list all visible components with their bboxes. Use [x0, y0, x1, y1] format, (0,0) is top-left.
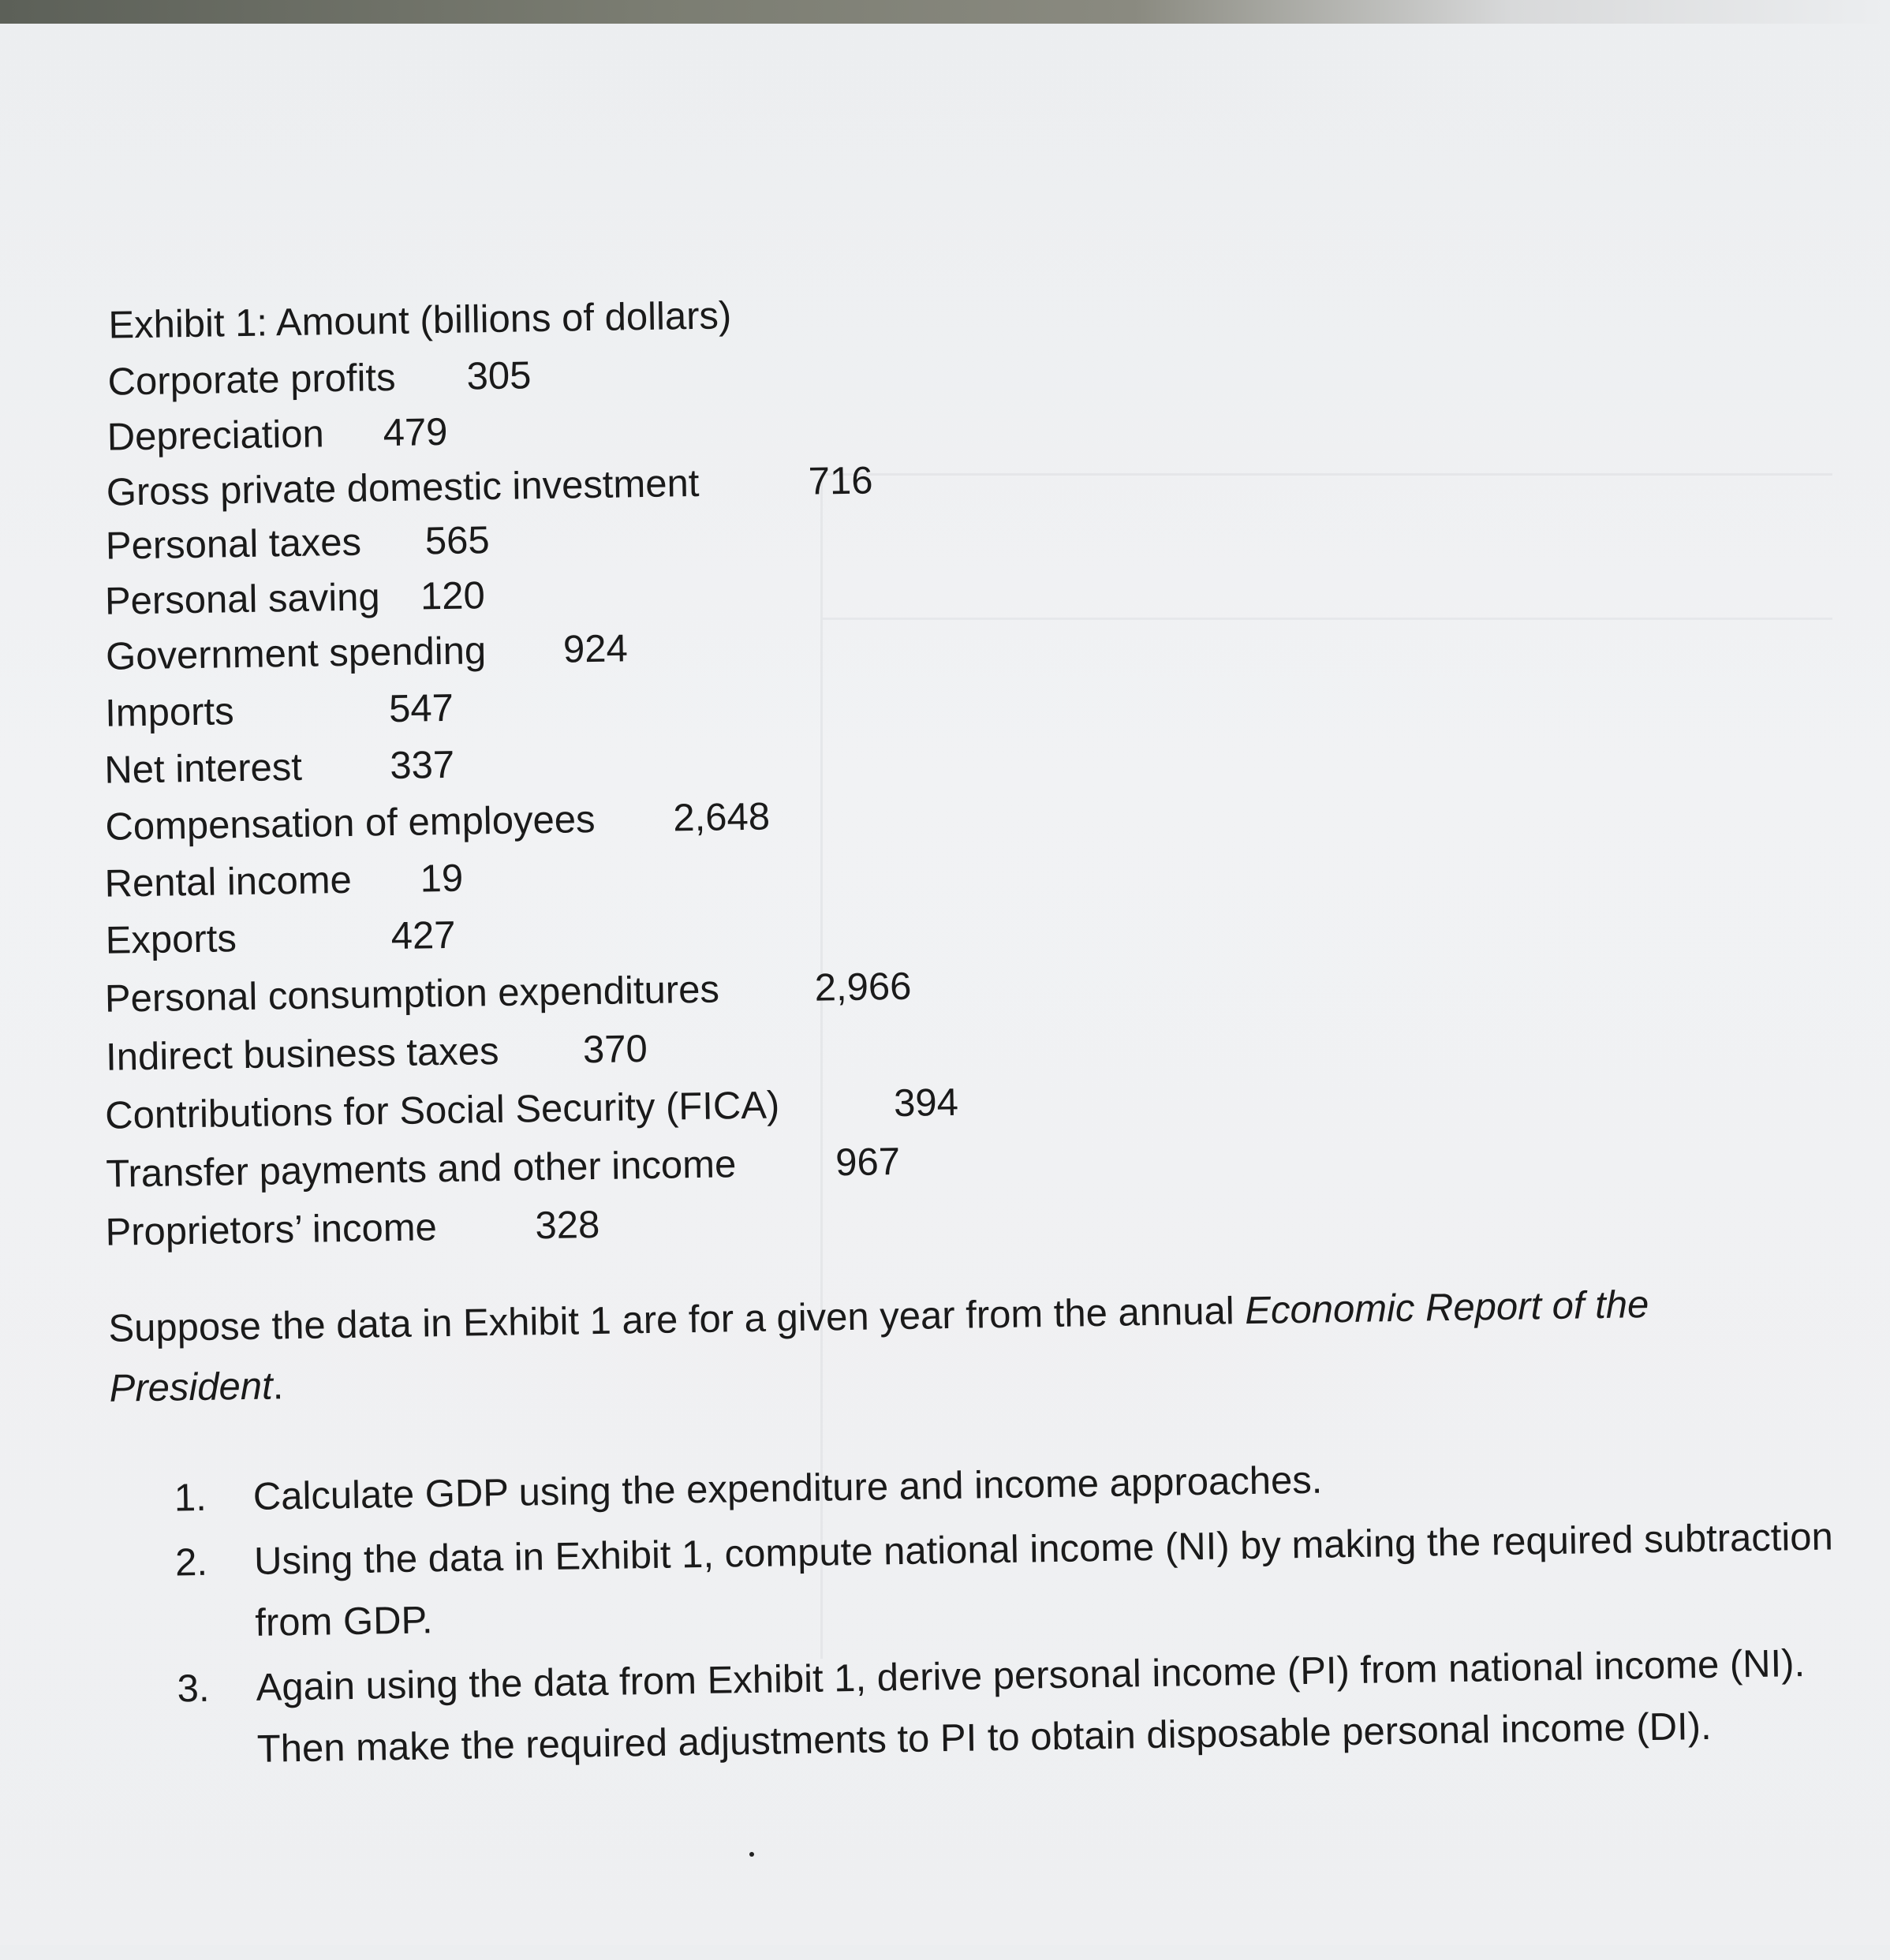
row-value: 394	[893, 1081, 959, 1126]
row-label: Contributions for Social Security (FICA)	[104, 1084, 780, 1137]
row-value: 565	[424, 519, 491, 563]
question-number: 3.	[177, 1667, 210, 1711]
exhibit-row	[104, 857, 464, 906]
exhibit-row	[107, 354, 532, 405]
exhibit-title: Exhibit 1: Amount (billions of dollars)	[108, 294, 732, 347]
exhibit-row	[106, 410, 448, 459]
row-value: 120	[420, 574, 486, 618]
row-label: Compensation of employees	[105, 797, 596, 849]
exhibit-row	[104, 574, 486, 623]
row-label: Depreciation	[106, 413, 325, 459]
row-label: Government spending	[105, 629, 487, 678]
row-value: 716	[808, 459, 873, 503]
exhibit-row	[105, 1203, 600, 1255]
row-label: Imports	[104, 690, 235, 735]
report-title: Economic Report of the President	[109, 1283, 1649, 1410]
question-text: Calculate GDP using the expenditure and income approaches.	[252, 1458, 1323, 1518]
row-value: 427	[390, 913, 456, 958]
question-item	[175, 1506, 1857, 1655]
exhibit-row	[104, 686, 454, 736]
exhibit-row	[104, 965, 912, 1021]
exhibit-row	[105, 519, 491, 569]
exhibit-row	[106, 459, 873, 515]
row-label: Gross private domestic investment	[106, 461, 700, 514]
exhibit-row	[105, 1140, 901, 1197]
exhibit-row	[105, 627, 629, 679]
row-label: Personal saving	[104, 576, 381, 623]
question-list	[174, 1441, 1858, 1784]
row-label: Transfer payments and other income	[105, 1143, 737, 1196]
row-value: 479	[383, 410, 448, 455]
ink-dot	[749, 1852, 754, 1857]
row-value: 305	[466, 354, 532, 398]
row-label: Rental income	[104, 858, 353, 905]
row-value: 2,966	[814, 965, 912, 1010]
question-text: Again using the data from Exhibit 1, derive personal income (PI) from national income (NI). Then make the required adjustments to PI to obtain disposable personal income (DI).	[256, 1642, 1806, 1771]
row-value: 924	[562, 627, 629, 671]
row-value: 19	[420, 857, 464, 901]
question-number: 2.	[174, 1540, 208, 1585]
row-label: Proprietors’ income	[105, 1206, 438, 1254]
row-label: Net interest	[103, 745, 303, 792]
question-item	[177, 1632, 1858, 1781]
exhibit-row	[105, 913, 456, 963]
row-value: 337	[389, 743, 455, 788]
row-label: Indirect business taxes	[105, 1029, 499, 1079]
suppose-end: .	[272, 1365, 284, 1408]
row-label: Corporate profits	[107, 356, 396, 404]
row-label: Personal consumption expenditures	[104, 968, 720, 1021]
row-label: Personal taxes	[105, 521, 362, 568]
row-value: 370	[582, 1027, 648, 1072]
exhibit-row	[103, 743, 455, 793]
question-text: Using the data in Exhibit 1, compute national income (NI) by making the required subtraction from GDP.	[253, 1515, 1834, 1645]
suppose-paragraph	[108, 1272, 1806, 1419]
suppose-text: Suppose the data in Exhibit 1 are for a given year from the annual	[108, 1290, 1246, 1350]
row-value: 967	[835, 1140, 901, 1185]
row-label: Exports	[105, 917, 237, 962]
row-value: 2,648	[672, 795, 771, 840]
row-value: 547	[388, 686, 454, 731]
question-number: 1.	[174, 1476, 207, 1520]
exhibit-row	[105, 1027, 648, 1080]
exhibit-row	[105, 795, 771, 849]
row-value: 328	[535, 1203, 600, 1248]
exhibit-row	[104, 1081, 959, 1137]
